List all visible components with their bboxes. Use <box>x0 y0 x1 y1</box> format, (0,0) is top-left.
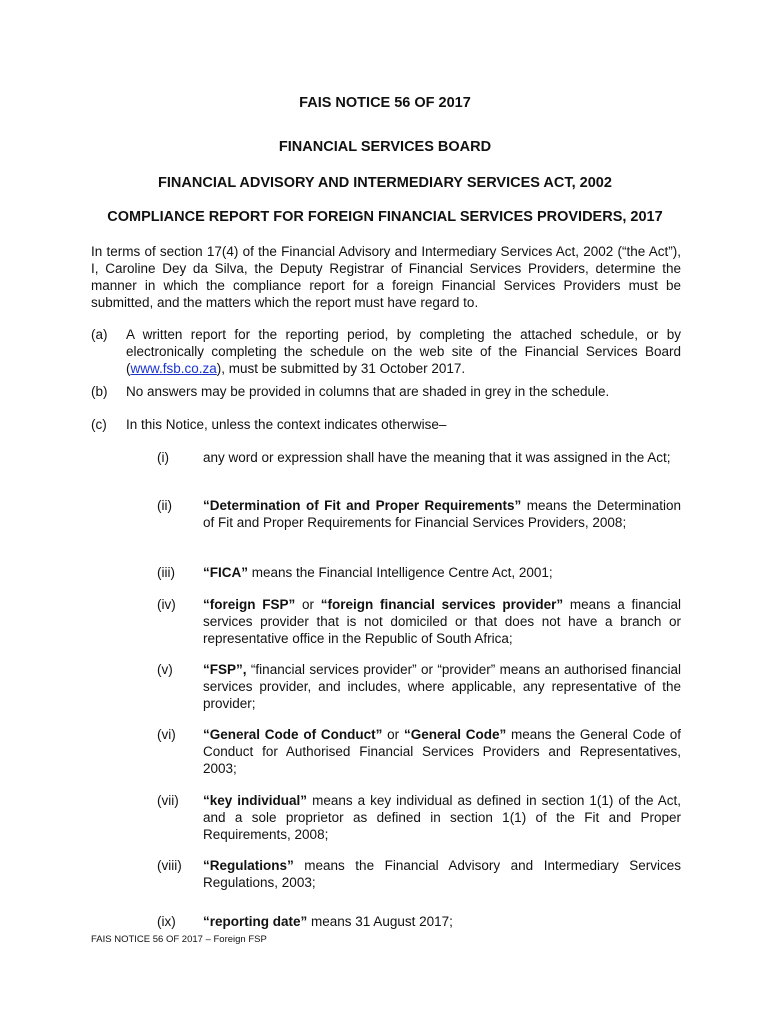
definition-viii <box>157 857 681 891</box>
definition-number: (viii) <box>157 858 182 873</box>
definition-body: means the Financial Advisory and Intermediary Services Regulations, 2003; <box>203 858 681 890</box>
board-heading: FINANCIAL SERVICES BOARD <box>278 139 492 155</box>
definition-term-2: “General Code” <box>403 727 507 742</box>
definition-text <box>203 564 681 581</box>
item-b <box>91 383 681 400</box>
definition-term-2: “foreign financial services provider” <box>320 597 564 612</box>
page-footer: FAIS NOTICE 56 OF 2017 – Foreign FSP <box>91 934 267 945</box>
definition-body: means a key individual as defined in section 1(1) of the Act, and a sole proprietor as defined in section 1(1) of the Fit and Proper Requirements, 2008; <box>203 793 681 842</box>
fsb-website-link[interactable]: www.fsb.co.za <box>130 361 217 376</box>
item-a <box>91 326 681 377</box>
definition-body: means 31 August 2017; <box>307 914 453 929</box>
definition-text <box>203 913 681 930</box>
definition-number: (ix) <box>157 914 176 929</box>
definition-text <box>203 726 681 777</box>
definition-ii <box>157 497 681 531</box>
definition-term: “reporting date” <box>203 914 308 929</box>
definition-vii <box>157 792 681 843</box>
definition-number: (i) <box>157 450 169 465</box>
definition-iv <box>157 596 681 647</box>
item-a-label: (a) <box>91 327 108 342</box>
act-heading: FINANCIAL ADVISORY AND INTERMEDIARY SERVICES ACT, 2002 <box>158 175 612 191</box>
item-c-label: (c) <box>91 417 107 432</box>
item-c <box>91 416 681 433</box>
definition-term: “foreign FSP” <box>203 597 296 612</box>
definition-number: (ii) <box>157 498 172 513</box>
definition-term: “FICA” <box>203 565 248 580</box>
definition-number: (iii) <box>157 565 175 580</box>
definition-term: “General Code of Conduct” <box>203 727 383 742</box>
definition-term: “Determination of Fit and Proper Requirements” <box>203 498 522 513</box>
definition-iii <box>157 564 681 581</box>
definition-number: (vii) <box>157 793 179 808</box>
definition-vi <box>157 726 681 777</box>
item-c-text: In this Notice, unless the context indicates otherwise– <box>126 417 447 432</box>
notice-title: FAIS NOTICE 56 OF 2017 <box>299 95 471 111</box>
intro-paragraph: In terms of section 17(4) of the Financial Advisory and Intermediary Services Act, 2002 (“the Act”), I, Caroline Dey da Silva, the Deputy Registrar of Financial Services Providers, determine the manner in which the compliance report for a foreign Financial Services Providers must be submitted, and the matters which the report must have regard to. <box>91 244 681 310</box>
definition-connector: or <box>295 597 321 612</box>
definition-connector: or <box>382 727 404 742</box>
definition-body: means the Financial Intelligence Centre Act, 2001; <box>248 565 553 580</box>
report-title: COMPLIANCE REPORT FOR FOREIGN FINANCIAL SERVICES PROVIDERS, 2017 <box>107 209 663 225</box>
item-a-text <box>126 326 681 377</box>
definition-text <box>203 857 681 891</box>
definition-i <box>157 449 681 466</box>
definition-number: (v) <box>157 662 173 677</box>
definition-text <box>203 661 681 712</box>
definition-term: “FSP”, <box>203 662 247 677</box>
item-a-text-before: A written report for the reporting period, by completing the attached schedule, or by electronically completing the schedule on the web site of the Financial Services Board ( <box>126 327 681 376</box>
definition-body: means a financial services provider that is not domiciled or that does not have a branch or representative office in the Republic of South Africa; <box>203 597 681 646</box>
definition-body: means the General Code of Conduct for Authorised Financial Services Providers and Representatives, 2003; <box>203 727 681 776</box>
item-b-label: (b) <box>91 384 108 399</box>
item-a-text-after: ), must be submitted by 31 October 2017. <box>216 361 466 376</box>
definition-term: “Regulations” <box>203 858 294 873</box>
definition-ix <box>157 913 681 930</box>
definition-text <box>203 596 681 647</box>
definition-text <box>203 497 681 531</box>
definition-body: means the Determination of Fit and Proper Requirements for Financial Services Providers, 2008; <box>203 498 681 530</box>
definition-text <box>203 792 681 843</box>
definition-number: (iv) <box>157 597 176 612</box>
definition-v <box>157 661 681 712</box>
definition-body: “financial services provider” or “provider” means an authorised financial services provider, and includes, where applicable, any representative of the provider; <box>203 662 681 711</box>
definition-text: any word or expression shall have the meaning that it was assigned in the Act; <box>203 450 671 465</box>
definition-number: (vi) <box>157 727 176 742</box>
item-b-text: No answers may be provided in columns that are shaded in grey in the schedule. <box>126 384 610 399</box>
definition-term: “key individual” <box>203 793 308 808</box>
